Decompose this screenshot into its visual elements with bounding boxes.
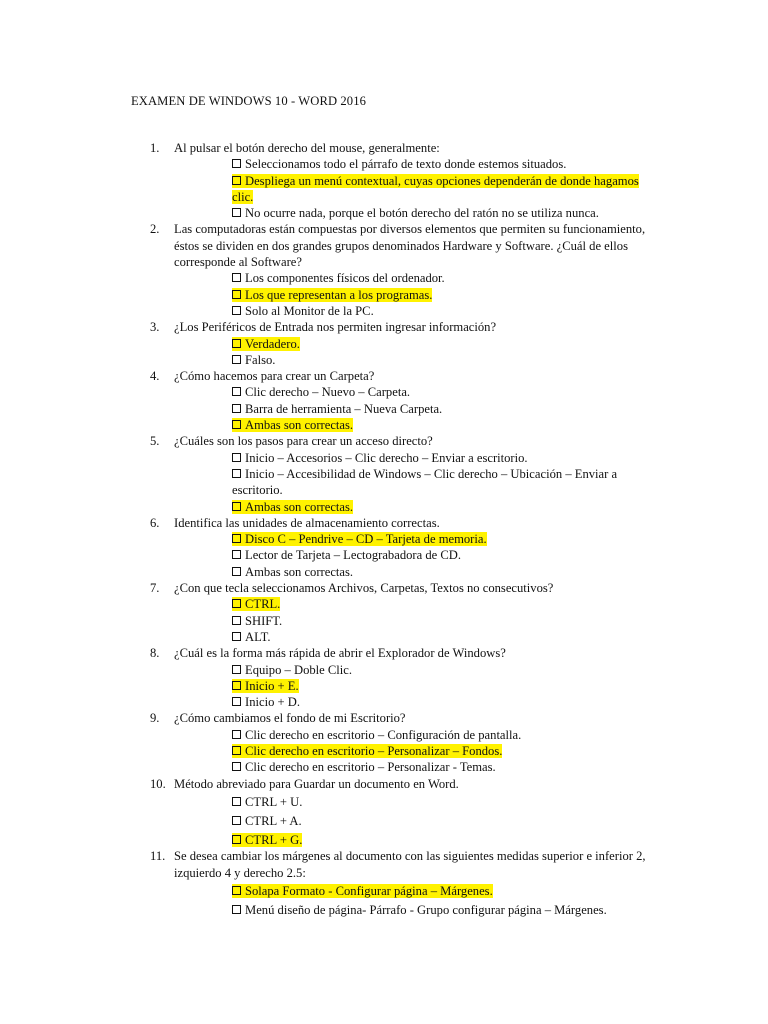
answer-line <box>232 206 599 220</box>
answer-text: CTRL. <box>245 597 281 612</box>
answer-option[interactable] <box>232 531 662 547</box>
answer-option[interactable] <box>232 629 662 645</box>
answer-line <box>232 695 300 709</box>
answer-option[interactable] <box>232 727 662 743</box>
question-number: 3. <box>150 320 160 335</box>
checkbox-icon[interactable] <box>232 339 241 348</box>
answer-line <box>232 814 302 828</box>
checkbox-icon[interactable] <box>232 730 241 739</box>
answer-line <box>232 630 271 644</box>
checkbox-icon[interactable] <box>232 762 241 771</box>
answer-line <box>232 663 352 677</box>
checkbox-icon[interactable] <box>232 420 241 429</box>
answer-line <box>232 402 442 416</box>
question-item <box>150 580 670 645</box>
highlighted-answer <box>232 744 502 758</box>
answer-option[interactable] <box>232 547 662 563</box>
answer-line <box>232 467 617 497</box>
checkbox-icon[interactable] <box>232 567 241 576</box>
highlighted-answer <box>232 500 353 514</box>
answer-text: Ambas son correctas. <box>245 418 354 433</box>
answer-option[interactable] <box>232 303 662 319</box>
answer-text: Clic derecho en escritorio – Personalizar – Fondos. <box>245 743 503 758</box>
answer-text: Falso. <box>245 352 276 367</box>
answer-text: Verdadero. <box>245 336 300 351</box>
checkbox-icon[interactable] <box>232 404 241 413</box>
checkbox-icon[interactable] <box>232 746 241 755</box>
checkbox-icon[interactable] <box>232 453 241 462</box>
answer-option[interactable] <box>232 352 662 368</box>
answer-line <box>232 728 521 742</box>
answer-option[interactable] <box>232 813 662 829</box>
answer-text: Equipo – Doble Clic. <box>245 662 353 677</box>
question-number: 6. <box>150 515 160 530</box>
highlighted-answer <box>232 418 353 432</box>
answer-line <box>232 548 461 562</box>
answer-option[interactable] <box>232 336 662 352</box>
question-item <box>150 368 670 433</box>
question-text: Identifica las unidades de almacenamiento correctas. <box>174 515 440 530</box>
answer-text: Clic derecho en escritorio – Personalizar - Temas. <box>245 760 496 775</box>
page-title: EXAMEN DE WINDOWS 10 - WORD 2016 <box>131 94 366 108</box>
answer-line <box>232 795 302 809</box>
answer-line <box>232 385 410 399</box>
answer-line <box>232 451 528 465</box>
question-number: 2. <box>150 222 160 237</box>
checkbox-icon[interactable] <box>232 886 241 895</box>
answer-text: Los que representan a los programas. <box>245 287 433 302</box>
question-list <box>150 140 670 918</box>
checkbox-icon[interactable] <box>232 387 241 396</box>
checkbox-icon[interactable] <box>232 599 241 608</box>
answer-text: Barra de herramienta – Nueva Carpeta. <box>245 401 443 416</box>
question-text: ¿Cuáles son los pasos para crear un acceso directo? <box>174 434 433 449</box>
checkbox-icon[interactable] <box>232 632 241 641</box>
answer-text: Lector de Tarjeta – Lectograbadora de CD. <box>245 548 462 563</box>
highlighted-answer <box>232 597 280 611</box>
answer-line <box>232 903 607 917</box>
answer-option[interactable] <box>232 466 662 499</box>
highlighted-answer <box>232 174 639 204</box>
answer-text: Inicio + D. <box>245 695 301 710</box>
checkbox-icon[interactable] <box>232 208 241 217</box>
answer-text: Ambas son correctas. <box>245 499 354 514</box>
question-text: ¿Cómo hacemos para crear un Carpeta? <box>174 369 375 384</box>
answer-text: Disco C – Pendrive – CD – Tarjeta de memoria. <box>245 532 487 547</box>
question-text: Se desea cambiar los márgenes al documento con las siguientes medidas superior e inferior 2, izquierdo 4 y derecho 2.5: <box>174 849 646 880</box>
answer-text: Clic derecho – Nuevo – Carpeta. <box>245 385 411 400</box>
answer-option[interactable] <box>232 596 662 612</box>
checkbox-icon[interactable] <box>232 273 241 282</box>
highlighted-answer <box>232 337 300 351</box>
answer-text: Inicio + E. <box>245 678 299 693</box>
answer-line <box>232 304 374 318</box>
answer-option[interactable] <box>232 270 662 286</box>
question-text: ¿Con que tecla seleccionamos Archivos, Carpetas, Textos no consecutivos? <box>174 581 554 596</box>
checkbox-icon[interactable] <box>232 355 241 364</box>
checkbox-icon[interactable] <box>232 469 241 478</box>
question-number: 10. <box>150 776 166 791</box>
checkbox-icon[interactable] <box>232 681 241 690</box>
checkbox-icon[interactable] <box>232 616 241 625</box>
answer-text: Solapa Formato - Configurar página – Márgenes. <box>245 884 493 899</box>
question-text: ¿Los Periféricos de Entrada nos permiten ingresar información? <box>174 320 497 335</box>
answer-option[interactable] <box>232 902 662 918</box>
highlighted-answer <box>232 679 299 693</box>
question-text: Al pulsar el botón derecho del mouse, generalmente: <box>174 141 440 155</box>
checkbox-icon[interactable] <box>232 550 241 559</box>
answer-option[interactable] <box>232 287 662 303</box>
checkbox-icon[interactable] <box>232 502 241 511</box>
question-number: 7. <box>150 581 160 596</box>
answer-text: Los componentes físicos del ordenador. <box>245 271 445 286</box>
question-text: ¿Cómo cambiamos el fondo de mi Escritorio? <box>174 711 406 726</box>
answer-line <box>232 353 275 367</box>
checkbox-icon[interactable] <box>232 905 241 914</box>
question-item <box>150 221 670 319</box>
answer-option[interactable] <box>232 173 662 206</box>
question-text: Método abreviado para Guardar un documento en Word. <box>174 776 459 791</box>
answer-option[interactable] <box>232 743 662 759</box>
question-item <box>150 319 670 368</box>
highlighted-answer <box>232 833 302 847</box>
answer-option[interactable] <box>232 662 662 678</box>
question-number: 11. <box>150 849 166 864</box>
answer-line <box>232 565 353 579</box>
answer-option[interactable] <box>232 450 662 466</box>
answer-option[interactable] <box>232 205 662 221</box>
question-number: 8. <box>150 646 160 661</box>
answer-option[interactable] <box>232 417 662 433</box>
answer-text: Inicio – Accesibilidad de Windows – Clic derecho – Ubicación – Enviar a escritorio. <box>232 466 618 498</box>
question-item <box>150 140 670 221</box>
answer-option[interactable] <box>232 759 662 775</box>
answer-text: Despliega un menú contextual, cuyas opciones dependerán de donde hagamos clic. <box>232 173 639 204</box>
highlighted-answer <box>232 532 487 546</box>
question-text: ¿Cuál es la forma más rápida de abrir el Explorador de Windows? <box>174 646 506 661</box>
question-item <box>150 433 670 514</box>
answer-text: CTRL + G. <box>245 832 303 847</box>
question-item <box>150 515 670 580</box>
answer-text: Solo al Monitor de la PC. <box>245 303 374 318</box>
answer-line <box>232 760 496 774</box>
answer-option[interactable] <box>232 613 662 629</box>
question-number: 5. <box>150 434 160 449</box>
answer-option[interactable] <box>232 156 662 172</box>
checkbox-icon[interactable] <box>232 176 241 185</box>
answer-text: Inicio – Accesorios – Clic derecho – Enviar a escritorio. <box>245 450 528 465</box>
checkbox-icon[interactable] <box>232 816 241 825</box>
answer-option[interactable] <box>232 499 662 515</box>
question-number: 4. <box>150 369 160 384</box>
question-number: 9. <box>150 711 160 726</box>
answer-line <box>232 614 282 628</box>
question-item <box>150 776 670 849</box>
question-text: Las computadoras están compuestas por diversos elementos que permiten su funcionamiento, éstos se dividen en dos grandes grupos denominados Hardware y Software. ¿Cuál de ellos corresponde al Software? <box>174 222 646 270</box>
highlighted-answer <box>232 884 493 898</box>
answer-text: Menú diseño de página- Párrafo - Grupo configurar página – Márgenes. <box>245 903 607 918</box>
answer-text: No ocurre nada, porque el botón derecho del ratón no se utiliza nunca. <box>245 206 599 221</box>
answer-option[interactable] <box>232 883 662 899</box>
answer-text: ALT. <box>245 629 271 644</box>
answer-text: SHIFT. <box>245 613 283 628</box>
checkbox-icon[interactable] <box>232 797 241 806</box>
question-item <box>150 710 670 775</box>
question-item <box>150 848 670 918</box>
question-number: 1. <box>150 141 160 155</box>
answer-option[interactable] <box>232 794 662 810</box>
answer-text: Seleccionamos todo el párrafo de texto donde estemos situados. <box>245 157 567 172</box>
answer-option[interactable] <box>232 678 662 694</box>
answer-text: CTRL + U. <box>245 795 303 810</box>
checkbox-icon[interactable] <box>232 306 241 315</box>
answer-text: Clic derecho en escritorio – Configuración de pantalla. <box>245 727 522 742</box>
checkbox-icon[interactable] <box>232 290 241 299</box>
answer-line <box>232 157 566 171</box>
answer-option[interactable] <box>232 384 662 400</box>
answer-option[interactable] <box>232 564 662 580</box>
answer-option[interactable] <box>232 694 662 710</box>
answer-option[interactable] <box>232 832 662 848</box>
checkbox-icon[interactable] <box>232 835 241 844</box>
checkbox-icon[interactable] <box>232 534 241 543</box>
checkbox-icon[interactable] <box>232 159 241 168</box>
checkbox-icon[interactable] <box>232 665 241 674</box>
answer-option[interactable] <box>232 401 662 417</box>
answer-text: Ambas son correctas. <box>245 564 354 579</box>
answer-line <box>232 271 445 285</box>
checkbox-icon[interactable] <box>232 697 241 706</box>
highlighted-answer <box>232 288 432 302</box>
answer-text: CTRL + A. <box>245 814 302 829</box>
question-item <box>150 645 670 710</box>
